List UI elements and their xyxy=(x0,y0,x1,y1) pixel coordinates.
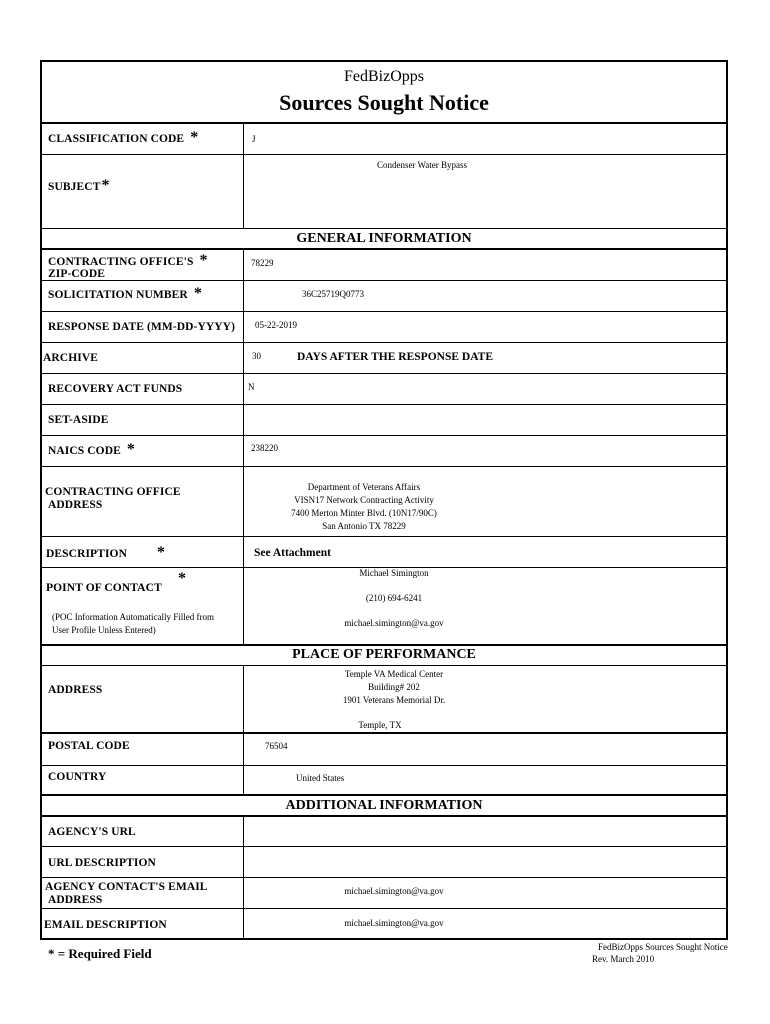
section-divider xyxy=(42,644,726,646)
poc-phone: (210) 694-6241 xyxy=(365,593,423,603)
performance-address-label: ADDRESS xyxy=(48,684,103,696)
page-title: Sources Sought Notice xyxy=(279,90,489,115)
column-divider xyxy=(243,124,244,228)
sources-sought-form xyxy=(40,60,728,940)
naics-code-label: NAICS CODE * xyxy=(48,441,135,458)
classification-code-label: CLASSIFICATION CODE * xyxy=(48,129,199,146)
url-description-label: URL DESCRIPTION xyxy=(48,857,156,869)
solicitation-number-value: 36C25719Q0773 xyxy=(302,289,365,299)
section-divider xyxy=(42,794,726,796)
row-divider xyxy=(42,280,726,281)
section-divider xyxy=(42,665,726,666)
performance-address-line3: 1901 Veterans Memorial Dr. xyxy=(342,695,446,705)
row-divider xyxy=(42,466,726,467)
section-divider xyxy=(42,248,726,250)
classification-code-value: J xyxy=(252,134,256,144)
contracting-office-address-label: CONTRACTING OFFICE xyxy=(45,486,181,498)
postal-code-label: POSTAL CODE xyxy=(48,740,130,752)
zip-code-label: CONTRACTING OFFICE'S * xyxy=(48,252,208,269)
contracting-office-address-line3: 7400 Merton Minter Blvd. (10N17/90C) xyxy=(291,508,437,518)
section-additional-information: ADDITIONAL INFORMATION xyxy=(285,798,483,813)
email-description-value: michael.simington@va.gov xyxy=(344,918,444,928)
country-label: COUNTRY xyxy=(48,771,107,783)
row-divider xyxy=(42,342,726,343)
email-description-label: EMAIL DESCRIPTION xyxy=(44,919,167,931)
poc-note-line1: (POC Information Automatically Filled from xyxy=(52,612,214,622)
agency-contact-email-value: michael.simington@va.gov xyxy=(344,886,444,896)
section-place-of-performance: PLACE OF PERFORMANCE xyxy=(292,647,476,662)
row-divider xyxy=(42,846,726,847)
section-divider xyxy=(42,815,726,817)
zip-code-value: 78229 xyxy=(251,258,274,268)
set-aside-label: SET-ASIDE xyxy=(48,414,109,426)
row-divider xyxy=(42,404,726,405)
description-label: DESCRIPTION * xyxy=(46,544,166,561)
row-divider xyxy=(42,154,726,155)
poc-name: Michael Simington xyxy=(359,568,429,578)
performance-address-line1: Temple VA Medical Center xyxy=(344,669,444,679)
response-date-value: 05-22-2019 xyxy=(255,320,297,330)
column-divider xyxy=(243,248,244,644)
row-divider xyxy=(42,435,726,436)
contracting-office-address-label-line2: ADDRESS xyxy=(48,499,103,511)
agency-contact-email-label: AGENCY CONTACT'S EMAIL xyxy=(45,881,208,893)
performance-address-city: Temple, TX xyxy=(358,720,402,730)
response-date-label: RESPONSE DATE (MM-DD-YYYY) xyxy=(48,321,236,333)
form-name: FedBizOpps Sources Sought Notice xyxy=(598,942,728,952)
row-divider xyxy=(42,311,726,312)
section-general-information: GENERAL INFORMATION xyxy=(296,231,472,246)
archive-suffix: DAYS AFTER THE RESPONSE DATE xyxy=(297,351,493,363)
agency-url-label: AGENCY'S URL xyxy=(48,826,136,838)
recovery-act-funds-value: N xyxy=(248,382,255,392)
subject-value: Condenser Water Bypass xyxy=(376,160,468,170)
row-divider xyxy=(42,765,726,766)
row-divider xyxy=(42,908,726,909)
point-of-contact-label: POINT OF CONTACT xyxy=(46,582,162,594)
contracting-office-address-line2: VISN17 Network Contracting Activity xyxy=(294,495,434,505)
row-divider xyxy=(42,877,726,878)
description-value: See Attachment xyxy=(254,547,331,559)
row-divider xyxy=(42,732,726,734)
archive-value: 30 xyxy=(252,351,261,361)
agency-contact-email-label-line2: ADDRESS xyxy=(48,894,103,906)
solicitation-number-label: SOLICITATION NUMBER * xyxy=(48,285,202,302)
postal-code-value: 76504 xyxy=(265,741,288,751)
divider xyxy=(42,122,726,124)
archive-label: ARCHIVE xyxy=(43,352,99,364)
performance-address-line2: Building# 202 xyxy=(368,682,420,692)
subject-label: SUBJECT* xyxy=(48,177,110,194)
recovery-act-funds-label: RECOVERY ACT FUNDS xyxy=(48,383,183,395)
country-value: United States xyxy=(296,773,345,783)
required-field-note: * = Required Field xyxy=(48,946,152,961)
form-revision: Rev. March 2010 xyxy=(592,954,655,964)
brand-title: FedBizOpps xyxy=(344,68,424,85)
poc-note-line2: User Profile Unless Entered) xyxy=(52,625,156,635)
zip-code-label-line2: ZIP-CODE xyxy=(48,268,106,280)
poc-email: michael.simington@va.gov xyxy=(344,618,444,628)
naics-code-value: 238220 xyxy=(251,443,278,453)
row-divider xyxy=(42,373,726,374)
poc-required-marker: * xyxy=(178,570,186,587)
row-divider xyxy=(42,228,726,229)
contracting-office-address-line1: Department of Veterans Affairs xyxy=(307,482,421,492)
row-divider xyxy=(42,536,726,537)
contracting-office-address-line4: San Antonio TX 78229 xyxy=(322,521,406,531)
